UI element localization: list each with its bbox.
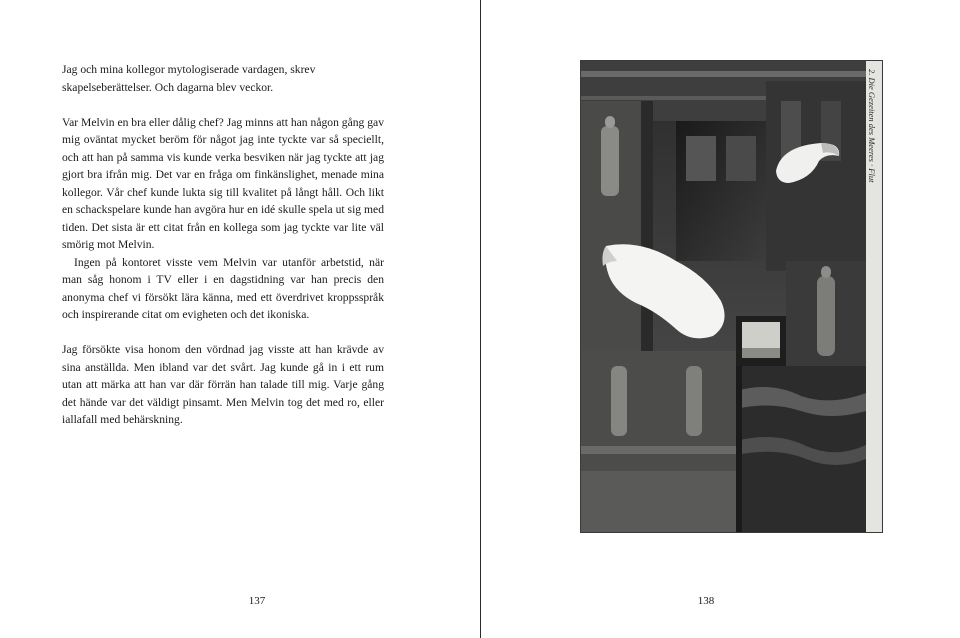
page-number: 137 (248, 595, 266, 607)
paragraph: Ingen på kontoret visste vem Melvin var utanför arbetstid, när man såg honom i TV eller i en dagstidning var han precis den anonyma chef vi försökt lära känna, med ett överdrivet kroppsspråk och inspirerande citat om evigheten och det ikoniska. (62, 255, 384, 321)
paragraph: Jag och mina kollegor mytologiserade vardagen, skrev skapelseberättelser. Och dagarna blev veckor. (62, 63, 316, 94)
collage-artwork (580, 60, 883, 533)
right-page (481, 0, 960, 638)
plate-caption (865, 69, 879, 289)
page-number: 138 (697, 595, 715, 607)
body-text (62, 61, 384, 429)
paragraph: Jag försökte visa honom den vördnad jag visste att han krävde av sina anställda. Men ibland var det svårt. Jag kunde gå in i ett rum utan att märka att han var där förrän han talade till mig. Varje gång det hände var det väldigt pinsamt. Men Melvin tog det med ro, eller iallafall med behärskning. (62, 343, 384, 426)
caption-text: 2. Die Gezeiten des Meeres · Flut (867, 69, 877, 183)
collage-image (581, 61, 883, 533)
paragraph: Var Melvin en bra eller dålig chef? Jag minns att han någon gång gav mig oväntat mycket beröm för något jag inte tyckte var så speciellt, och att han på samma vis kunde verka besviken när jag tyckte att jag gjort bra ifrån mig. Det var en fråga om finkänslighet, menade mina kollegor. Vår chef kunde lukta sig till kvalitet på långt håll. Och likt en schackspelare kunde han avgöra hur en idé skulle spela ut sig med tiden. Det sista är ett citat från en kollega som jag tyckte var lite väl smörig mot Melvin. (62, 115, 384, 251)
